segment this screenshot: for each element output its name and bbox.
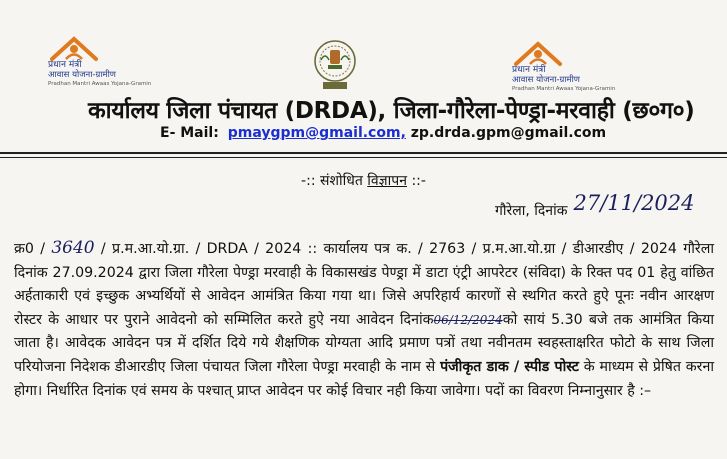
logo-left-line1: प्रधान मंत्री [48,60,82,70]
handwritten-ref-number: 3640 [51,238,95,258]
notice-heading [0,171,727,190]
handwritten-new-date: 06/12/2024 [433,312,503,327]
notice-prefix: -:: संशोधित [301,173,368,189]
header-rule-bottom [0,157,727,158]
header-rule-top [0,152,727,154]
logo-right-line2: आवास योजना-ग्रामीण [512,75,580,85]
office-title: कार्यालय जिला पंचायत (DRDA), जिला-गौरेला-पेण्ड्रा-मरवाही (छ०ग०) [88,98,695,124]
logo-right-line3: Pradhan Mantri Awaas Yojana-Gramin [512,86,616,92]
body-seg4: के माध्यम से प्रेषित करना होगा। निर्धारित दिनांक एवं समय के पश्चात् प्राप्त आवेदन पर कोई विचार नही किया जावेगा। पदों का विवरण निम्नानुसार है :– [14,358,714,399]
logo-left-line2: आवास योजना-ग्रामीण [48,70,116,80]
notice-word: विज्ञापन [367,173,407,189]
handwritten-date: 27/11/2024 [573,191,695,215]
date-label: गौरेला, दिनांक [495,203,568,219]
logo-right-line1: प्रधान मंत्री [512,65,546,75]
body-seg1: क्र0 / [14,241,52,257]
email-label: E- Mail: [160,125,219,141]
body-seg3: को सायं 5.30 बजे तक आमंत्रित किया जाता है। आवेदक आवेदन पत्र में दर्शित दिये गये शैक्षणिक योग्यता आदि प्रमाण पत्रों तथा नवीनतम स्वहस्ताक्षरित फोटो के साथ जिला परियोजना निदेशक डीआरडीए जिला पंचायत जिला गौरेला पेण्ड्रा मरवाही के नाम से [14,311,714,375]
body-bold-post: पंजीकृत डाक / स्पीड पोस्ट [440,358,579,375]
email-line [160,125,606,141]
email-drda: zp.drda.gpm@gmail.com [410,125,607,141]
date-line [495,191,695,220]
body-seg2: / प्र.म.आ.यो.ग्रा. / DRDA / 2024 :: कार्यालय पत्र क. / 2763 / प्र.म.आ.यो.ग्रा / डीआरडीए / 2024 गौरेला दिनांक 27.09.2024 द्वारा जिला गौरेला पेण्ड्रा मरवाही के विकासखंड पेण्ड्रा में डाटा एंट्री आपरेटर (संविदा) के रिक्त पद 01 हेतु वांछित अर्हताकारी एवं इच्छुक अभ्यर्थियों से आवेदन आमंत्रित किया गया था। जिसे अपरिहार्य कारणों से स्थगित करते हुऐ पूनः नवीन आरक्षण रोस्टर के आधार पर पुराने आवेदनो को सम्मिलित करते हुऐ नया आवेदन दिनांक [14,241,714,328]
notice-suffix: ::- [407,173,426,189]
state-emblem-icon [313,38,357,92]
logo-left-line3: Pradhan Mantri Awaas Yojana-Gramin [48,81,152,87]
email-link-pmay[interactable]: pmaygpm@gmail.com, [227,125,406,141]
notice-body [14,237,714,403]
